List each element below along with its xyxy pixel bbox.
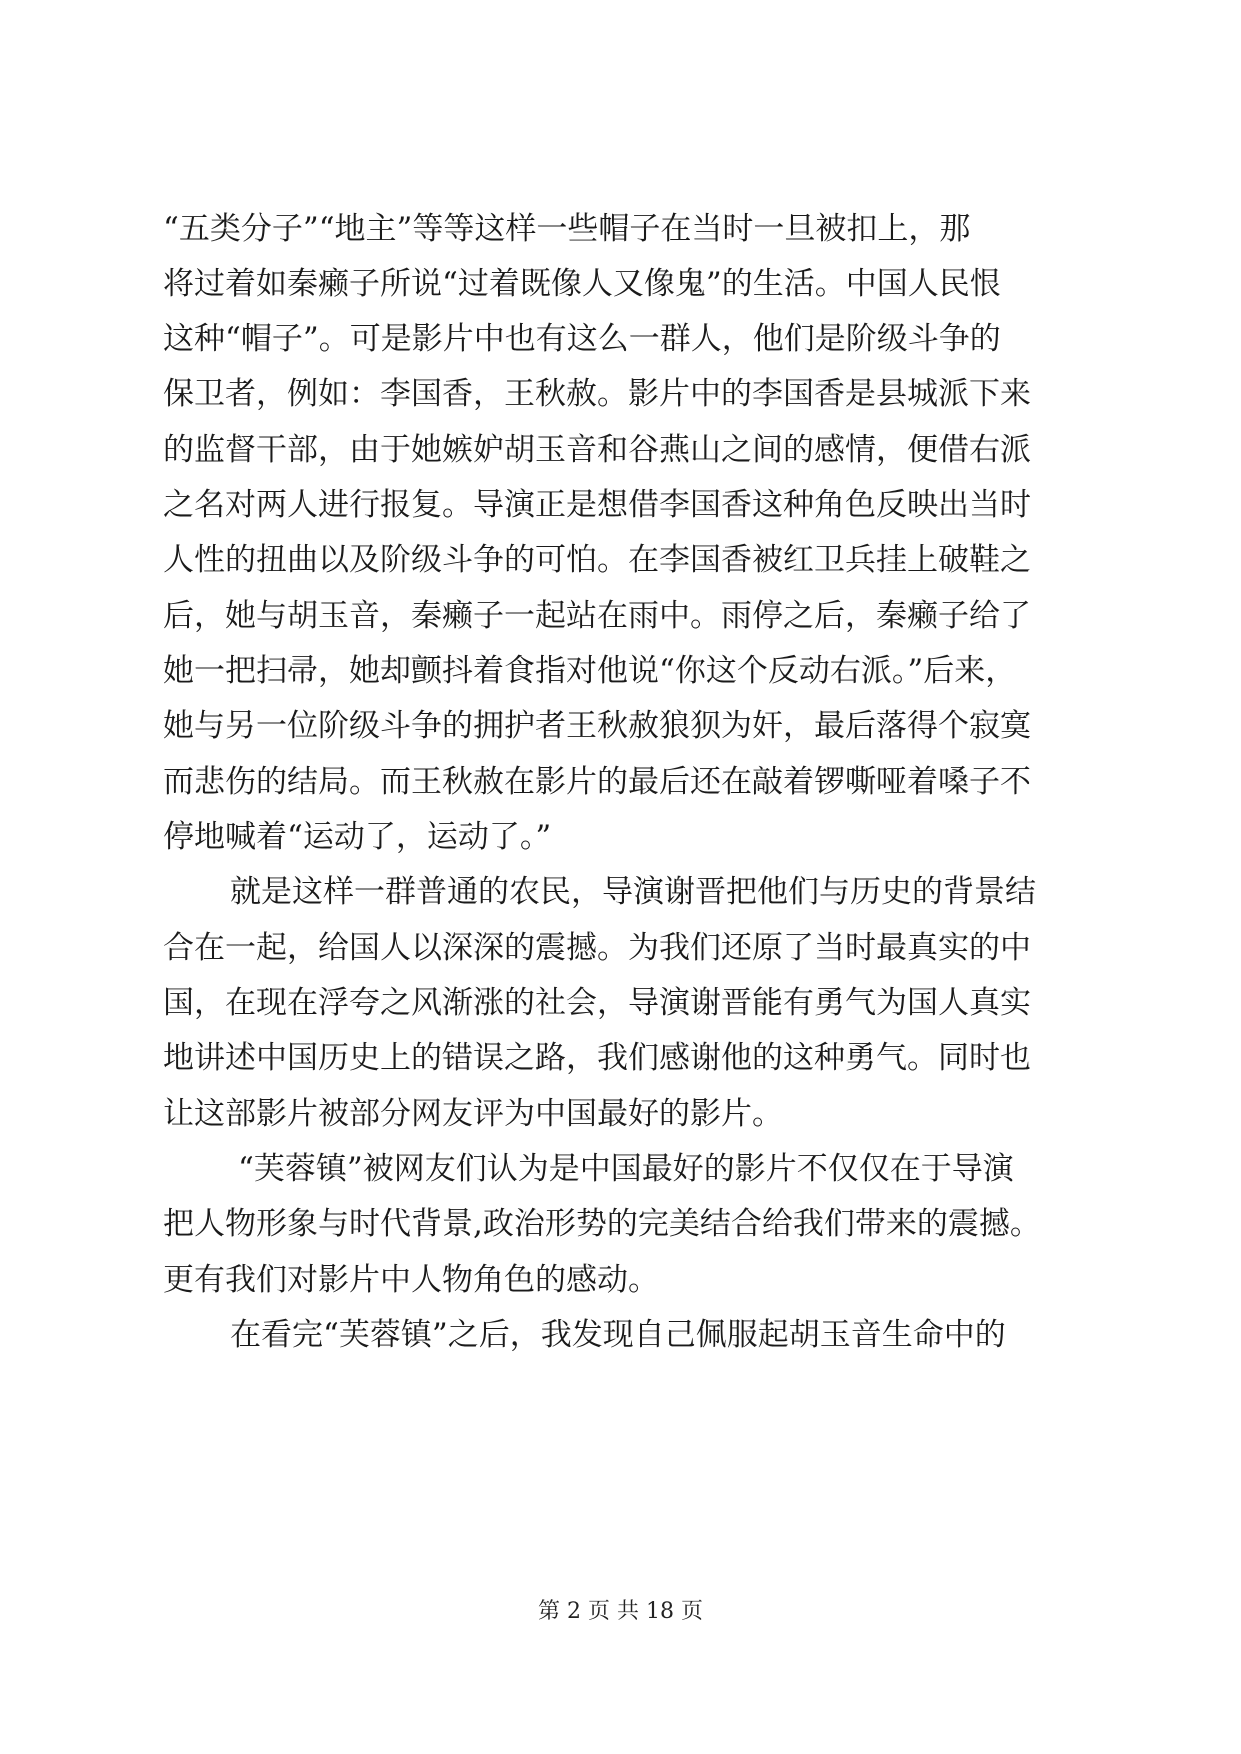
body-line: 把人物形象与时代背景,政治形势的完美结合给我们带来的震撼。 [163, 1206, 1041, 1242]
body-line: 让这部影片被部分网友评为中国最好的影片。 [163, 1096, 783, 1132]
body-line: 的监督干部，由于她嫉妒胡玉音和谷燕山之间的感情，便借右派 [163, 432, 1031, 468]
body-line: 之名对两人进行报复。导演正是想借李国香这种角色反映出当时 [163, 487, 1031, 523]
body-line: 她与另一位阶级斗争的拥护者王秋赦狼狈为奸，最后落得个寂寞 [163, 708, 1031, 744]
body-line: 地讲述中国历史上的错误之路，我们感谢他的这种勇气。同时也 [163, 1040, 1031, 1076]
body-line: 人性的扭曲以及阶级斗争的可怕。在李国香被红卫兵挂上破鞋之 [163, 542, 1031, 578]
paragraph-first-line: “芙蓉镇”被网友们认为是中国最好的影片不仅仅在于导演 [238, 1151, 1014, 1187]
body-line: 更有我们对影片中人物角色的感动。 [163, 1262, 659, 1298]
body-line: 合在一起，给国人以深深的震撼。为我们还原了当时最真实的中 [163, 930, 1031, 966]
body-line: 而悲伤的结局。而王秋赦在影片的最后还在敲着锣嘶哑着嗓子不 [163, 764, 1031, 800]
body-line: 停地喊着“运动了，运动了。” [163, 819, 552, 855]
page-number-footer: 第 2 页 共 18 页 [538, 1599, 703, 1624]
body-line: 国，在现在浮夸之风渐涨的社会，导演谢晋能有勇气为国人真实 [163, 985, 1031, 1021]
body-line: 保卫者，例如：李国香，王秋赦。影片中的李国香是县城派下来 [163, 376, 1031, 412]
body-line: 她一把扫帚，她却颤抖着食指对他说“你这个反动右派。”后来， [163, 653, 1017, 689]
body-line: 将过着如秦癞子所说“过着既像人又像鬼”的生活。中国人民恨 [163, 266, 1001, 302]
paragraph-first-line: 就是这样一群普通的农民，导演谢晋把他们与历史的背景结 [230, 874, 1036, 910]
body-line: “五类分子”“地主”等等这样一些帽子在当时一旦被扣上，那 [163, 211, 971, 247]
paragraph-first-line: 在看完“芙蓉镇”之后，我发现自己佩服起胡玉音生命中的 [230, 1317, 1006, 1353]
body-line: 这种“帽子”。可是影片中也有这么一群人，他们是阶级斗争的 [163, 321, 1001, 357]
body-line: 后，她与胡玉音，秦癞子一起站在雨中。雨停之后，秦癞子给了 [163, 598, 1031, 634]
